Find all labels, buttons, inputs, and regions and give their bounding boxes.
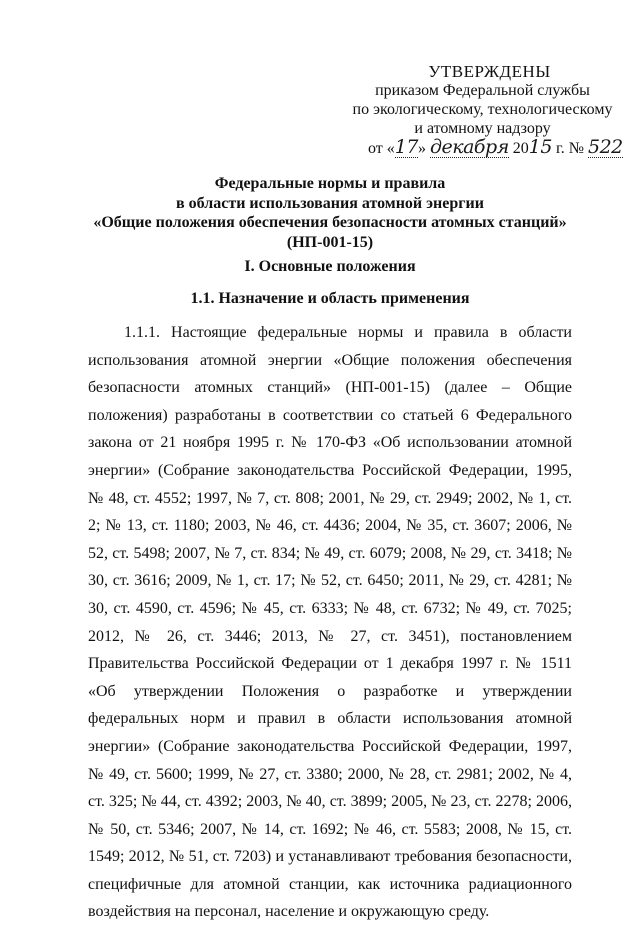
approval-title: УТВЕРЖДЕНЫ [428,62,551,81]
approval-block [340,62,625,138]
subsection-heading: 1.1. Назначение и область применения [190,290,470,307]
approval-date-line [368,134,630,160]
approval-line-1: приказом Федеральной службы [375,82,590,99]
date-year-handwritten: 15 [528,136,552,158]
title-line-3: «Общие положения обеспечения безопасности атомных станций» [93,214,567,231]
body-paragraph: 1.1.1. Настоящие федеральные нормы и правила в области использования атомной энергии «Общие положения обеспечения безопасности атомных станций» (НП-001-15) (далее – Общие положения) разработаны в соответствии со статьей 6 Федерального закона от 21 ноября 1995 г. № 170-ФЗ «Об использовании атомной энергии» (Собрание законодательства Российской Федерации, 1995, № 48, ст. 4552; 1997, № 7, ст. 808; 2001, № 29, ст. 2949; 2002, № 1, ст. 2; № 13, ст. 1180; 2003, № 46, ст. 4436; 2004, № 35, ст. 3607; 2006, № 52, ст. 5498; 2007, № 7, ст. 834; № 49, ст. 6079; 2008, № 29, ст. 3418; № 30, ст. 3616; 2009, № 1, ст. 17; № 52, ст. 6450; 2011, № 29, ст. 4281; № 30, ст. 4590, ст. 4596; № 45, ст. 6333; № 48, ст. 6732; № 49, ст. 7025; 2012, № 26, ст. 3446; 2013, № 27, ст. 3451), постановлением Правительства Российской Федерации от 1 декабря 1997 г. № 1511 «Об утверждении Положения о разработке и утверждении федеральных норм и правил в области использования атомной энергии» (Собрание законодательства Российской Федерации, 1997, № 49, ст. 5600; 1999, № 27, ст. 3380; 2000, № 28, ст. 2981; 2002, № 4, ст. 325; № 44, ст. 4392; 2003, № 40, ст. 3899; 2005, № 23, ст. 2278; 2006, № 50, ст. 5346; 2007, № 14, ст. 1692; № 46, ст. 5583; 2008, № 15, ст. 1549; 2012, № 51, ст. 7203) и устанавливают требования безопасности, специфичные для атомной станции, как источника радиационного воздействия на персонал, население и окружающую среду. [88,324,572,921]
approval-line-3: и атомному надзору [414,120,551,137]
date-year-prefix: 20 [508,140,529,157]
approval-line-2: по экологическому, технологическому [352,101,613,118]
document-title [60,174,600,252]
order-number-handwritten: 522 [588,136,623,158]
date-year-unit: г. № [551,140,588,157]
date-month-handwritten: декабря [429,136,509,158]
title-line-4: (НП-001-15) [286,233,374,251]
date-day-handwritten: 17 [394,136,418,158]
date-mid: » [417,140,430,157]
title-line-1: Федеральные нормы и правила [214,175,446,192]
title-line-2: в области использования атомной энергии [176,194,484,212]
section-heading: I. Основные положения [244,258,416,275]
date-prefix: от « [368,140,395,157]
